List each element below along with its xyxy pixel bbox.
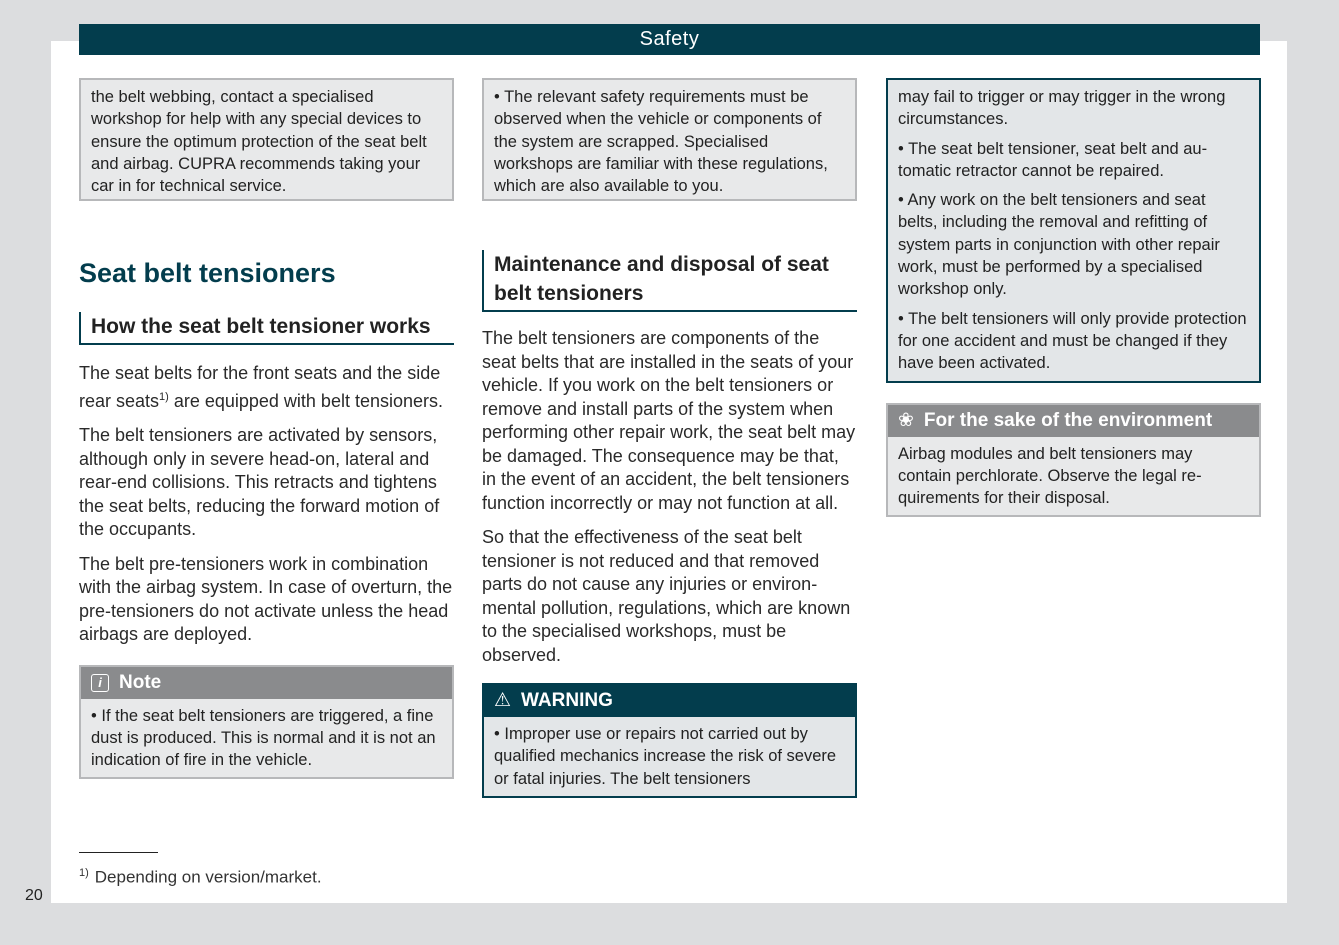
warning-bullet: • The seat belt tensioner, seat belt and automatic retractor cannot be repaired. [898, 138, 1249, 183]
environment-title: For the sake of the environment [923, 409, 1213, 431]
paragraph: So that the effectiveness of the seat belt tensioner is not reduced and that removed parts do not cause any injuries or environmental pollution, regulations, which are known to the specialised workshops, must be observed. [482, 527, 851, 665]
warning-continued-box [886, 78, 1261, 383]
footnote [79, 867, 322, 888]
environment-box [886, 403, 1261, 518]
warning-bullet: • The belt tensioners will only provide protection for one accident and must be changed if they have been activated. [898, 308, 1249, 375]
subheading: Maintenance and disposal of seat belt tensioners [482, 250, 857, 312]
warning-title: WARNING [521, 690, 613, 711]
column-2 [482, 78, 857, 798]
warning-bullet: • Any work on the belt tensioners and seat belts, including the removal and refitting of system parts in conjunction with other repair work, must be performed by a specialised workshop only. [898, 189, 1249, 300]
footnote-ref: 1) [159, 390, 169, 403]
flower-icon: ❀ [898, 409, 914, 431]
footnote-divider [79, 852, 158, 853]
continued-box: • The relevant safety requirements must be observed when the vehicle or components of the system are scrapped. Specialised workshops are familiar with these regulations, which are also available to you. [482, 78, 857, 201]
text: The seat belts for the front seats and the side rear seats [79, 363, 441, 411]
paragraph: The belt tensioners are activated by sensors, although only in severe head-on, lateral and rear-end collisions. This retracts and tightens the seat belts, reducing the forward motion of the occupants. [79, 425, 440, 539]
text: are equipped with belt tensioners. [168, 390, 444, 411]
page-number: 20 [25, 887, 43, 904]
warning-header [484, 685, 855, 717]
warning-triangle-icon: ⚠ [494, 690, 512, 711]
warning-box [482, 683, 857, 798]
note-title: Note [119, 671, 162, 693]
column-1 [79, 78, 454, 779]
continued-box: the belt webbing, contact a specialised workshop for help with any special devices to ensure the optimum protection of the seat belt and airbag. CUPRA recommends taking your car in for technical service. [79, 78, 454, 201]
paragraph: The belt pre-tensioners work in combination with the airbag system. In case of overturn, the pre-tensioners do not activate unless the head airbags are deployed. [79, 553, 453, 644]
column-3 [886, 78, 1261, 517]
warning-text: may fail to trigger or may trigger in the wrong circumstances. [898, 88, 1226, 129]
section-header: Safety [79, 24, 1260, 55]
paragraph: The belt tensioners are components of the seat belts that are installed in the seats of your vehicle. If you work on the belt tensioners or remove and install parts of the system when performing other repair work, the seat belt may be damaged. The consequence may be that, in the event of an accident, the belt tensioners function incorrectly or may not function at all. [482, 328, 856, 513]
note-header [81, 667, 452, 699]
footnote-mark: 1) [79, 867, 89, 879]
section-heading: Seat belt tensioners [79, 258, 336, 288]
environment-text: Airbag modules and belt tensioners may contain perchlorate. Observe the legal requirements for their disposal. [888, 437, 1259, 516]
note-box [79, 665, 454, 780]
paragraph [79, 362, 454, 413]
info-icon: i [91, 674, 109, 692]
subheading: How the seat belt tensioner works [79, 312, 454, 345]
environment-header [888, 405, 1259, 437]
warning-text: • Improper use or repairs not carried out by qualified mechanics increase the risk of severe or fatal injuries. The belt tensioners [484, 717, 855, 796]
note-text: • If the seat belt tensioners are triggered, a fine dust is produced. This is normal and it is not an indication of fire in the vehicle. [81, 699, 452, 778]
footnote-text: Depending on version/market. [94, 867, 322, 887]
